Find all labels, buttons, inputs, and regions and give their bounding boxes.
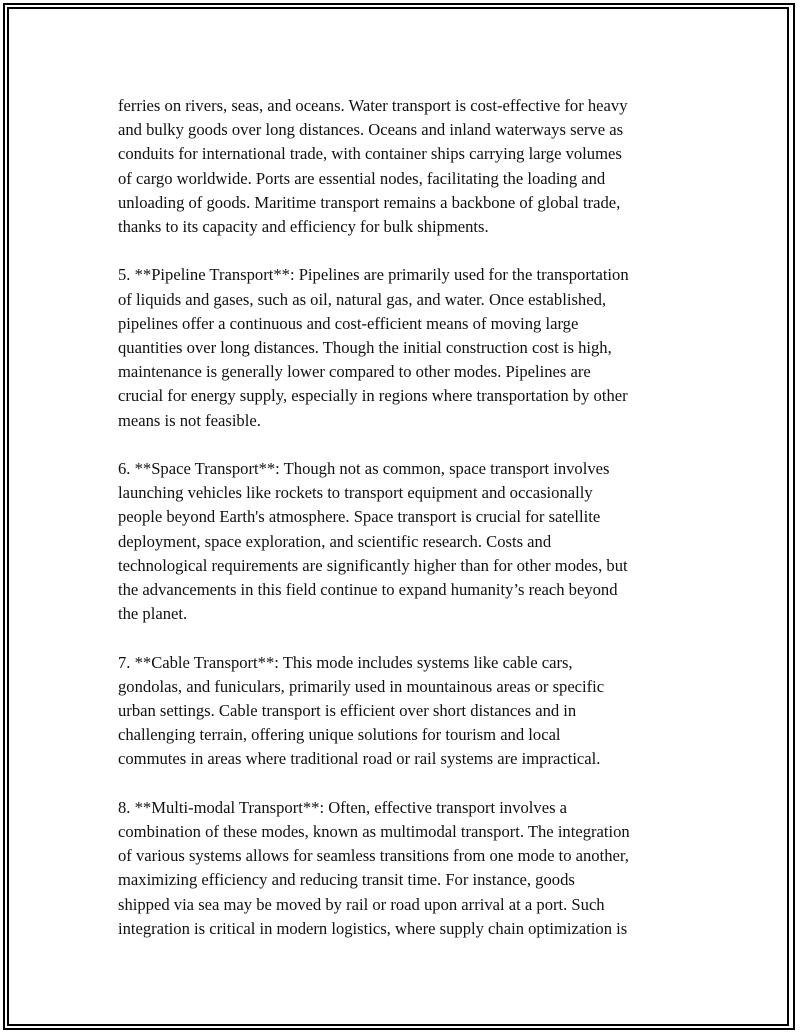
document-body: [118, 94, 688, 941]
paragraph-cable-transport: 7. **Cable Transport**: This mode includes systems like cable cars, gondolas, and funiculars, primarily used in mountainous areas or specific urban settings. Cable transport is efficient over short distances and in challenging terrain, offering unique solutions for tourism and local commutes in areas where traditional road or rail systems are impractical.: [118, 652, 605, 769]
paragraph-space-transport: 6. **Space Transport**: Though not as common, space transport involves launching vehicles like rockets to transport equipment and occasionally people beyond Earth's atmosphere. Space transport is crucial for satellite deployment, space exploration, and scientific research. Costs and technological requirements are significantly higher than for other modes, but the advancements in this field continue to expand humanity’s reach beyond the planet.: [118, 459, 628, 624]
paragraph-multimodal-transport: 8. **Multi-modal Transport**: Often, effective transport involves a combination of these modes, known as multimodal transport. The integration of various systems allows for seamless transitions from one mode to another, maximizing efficiency and reducing transit time. For instance, goods shipped via sea may be moved by rail or road upon arrival at a port. Such integration is critical in modern logistics, where supply chain optimization is: [118, 797, 630, 938]
paragraph-pipeline-transport: 5. **Pipeline Transport**: Pipelines are primarily used for the transportation of liquids and gases, such as oil, natural gas, and water. Once established, pipelines offer a continuous and cost-efficient means of moving large quantities over long distances. Though the initial construction cost is high, maintenance is generally lower compared to other modes. Pipelines are crucial for energy supply, especially in regions where transportation by other means is not feasible.: [118, 265, 629, 430]
paragraph-water-transport-continued: ferries on rivers, seas, and oceans. Water transport is cost-effective for heavy and bulky goods over long distances. Oceans and inland waterways serve as conduits for international trade, with container ships carrying large volumes of cargo worldwide. Ports are essential nodes, facilitating the loading and unloading of goods. Maritime transport remains a backbone of global trade, thanks to its capacity and efficiency for bulk shipments.: [118, 96, 628, 237]
